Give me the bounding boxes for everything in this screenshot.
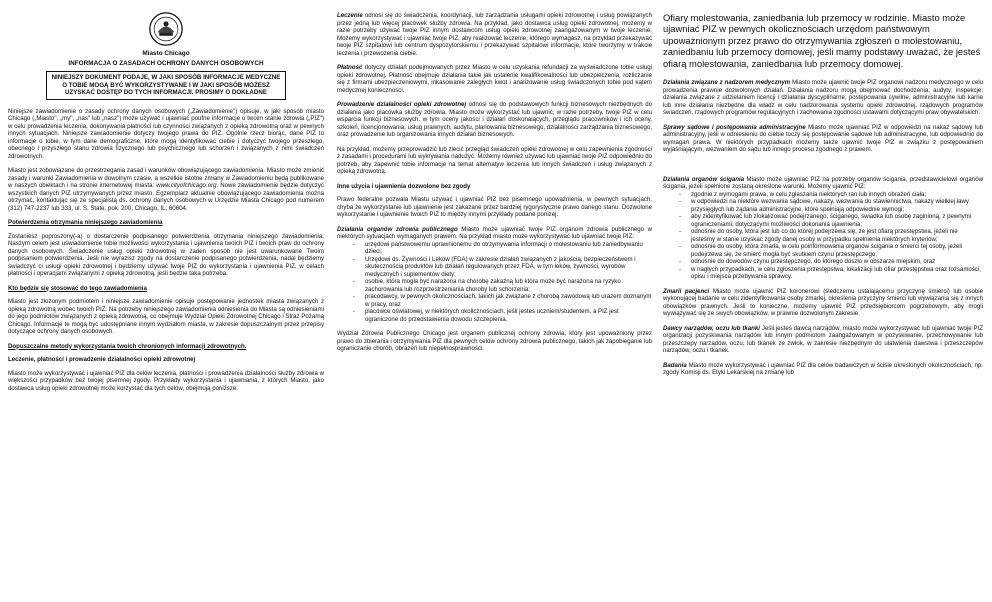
example-paragraph: Na przykład, możemy przeprowadzić lub zlecić przegląd świadczeń opieki zdrowotnej w celu zapewnienia zgodności z zasadami i procedurami lub wykrywania nadużyć. Możemy również używać lub ujawniać twoje PIZ odpowiednio do potrzeb, aby zapewnić tobie informacje na temat alternatyw leczenia lub innych świadczeń i usług związanych z opieką zdrowotną. (337, 145, 652, 175)
column-middle (337, 12, 652, 360)
deceased-paragraph: Zmarli pacjenci Miasto może ujawnić PIZ koronerowi (śledczemu ustalającemu przyczynę śmierci) lub osobie wykonującej badanie w celu zidentyfikowania osoby zmarłej, określenia przyczyny śmierci lub wywiązania się z innych obowiązków prawnych. Jeśli to konieczne, możemy ujawnić PIZ przedsiębiorcom pogrzebowym, aby mogli wywiązywać się ze swych obowiązków, w prawnie dozwolonym zakresie. (663, 287, 983, 318)
judicial-paragraph: Sprawy sądowe i postępowania administracyjne Miasto może ujawniać PIZ w odpowiedzi na nakaz sądowy lub administracyjny, jeśli w odniesieniu do ciebie toczy się postępowanie sądowe lub administracyjne, lub odpowiednio do wymagań prawa. W niektórych przypadkach możemy także ujawnić twoje PIZ w związku z postępowaniem wyjaśniającym, wezwaniem do sądu lub innego procesu zgodnego z prawem. (663, 123, 983, 154)
treatment-payment-paragraph: Miasto może wykorzystywać i ujawniać PIZ dla celów leczenia, płatności i prowadzenia działalności służby zdrowia w większości przypadków bez twojej pisemnej zgody. Przykłady wykorzystania i ujawniania, z których Miasto, jako dostawca usług opieki zdrowotnej może korzystać dla tych celów, obejmują poniższe: (8, 369, 324, 392)
list-item: - Urzędowi ds. Żywności i Leków (FDA) w zakresie działań związanych z jakością, bezpieczeństwem i skutecznością produktów lub działań regulowanych przez FDA, w tym leków, żywności, wyrobów medycznych i suplementów diety; (359, 256, 652, 279)
abuse-victims-paragraph: Ofiary molestowania, zaniedbania lub przemocy w rodzinie. Miasto może ujawniać PIZ w pewnych okolicznościach urzędom państwowym upoważnionym przez prawo do otrzymywania zgłoszeń o molestowaniu, zaniedbaniu lub przemocy domowej, jeśli mamy podstawy uważać, że jesteś ofiarą molestowania, zaniedbania lub przemocy domowej. (663, 12, 981, 69)
operations-paragraph: Prowadzenie działalności opieki zdrowotnej odnosi się do podstawowych funkcji biznesowych niezbędnych do działania jako placówka służby zdrowia. Miasto może wykorzystać lub ujawnić, w razie potrzeby, twoje PIZ w celu wsparcia funkcji biznesowych, w tym oceny jakości i działań doskonalących, przeglądu pracowników i ich oceny, szkoleń, licencjonowania, usług prawnych, audytu, planowania biznesowego, działalności zarządzania biznesowego, oraz prowadzenie lub organizowania innych działań biznesowych. (337, 101, 652, 138)
changes-paragraph: Miasto jest zobowiązane do przestrzegania zasad i warunków obowiązującego zawiadomienia. Miasto może zmienić zasady i warunki Zawiadomienia w dowolnym czasie, a wszelkie istotne zmiany w Zawiadomieniu będą publikowane w naszych obiektach i na stronie internetowej miasta: www.cityofchicago.org. Nowe zawiadomienie będzie dotyczyć wszystkich danych PIZ utrzymywanych przez miasto. Egzemplarz aktualnie obowiązującego zawiadomienia można otrzymać, kontaktując się ze specjalistą ds. ochrony danych osobowych w Urzędzie Miasta Chicago pod numerem (312) 747-2237 lub 333, ul. S. State, pok. 200, Chicago, IL, 60604. (8, 167, 324, 212)
acknowledgement-paragraph: Zostaniesz poproszony(-a) o dostarczenie podpisanego potwierdzenia otrzymania niniejszego zawiadomienia. Naszym celem jest uświadomienie tobie możliwości wykorzystania i ujawnienia twoich PIZ i twoich praw do ochrony danych osobowych. Świadczenie usług opieki zdrowotnej w żaden sposób nie jest uwarunkowane Twoim podpisaniem potwierdzenia. Jeśli nie wyrazisz zgody na dostarczenie podpisanego potwierdzenia, nadal będziemy świadczyć ci usługi opieki zdrowotnej i będziemy używać twoje PIZ do wykorzystania i ujawnienia PIZ, w celach płatności i operacjami związanymi z opieką zdrowotną, jeśli będzie taka potrzeba. (8, 232, 324, 277)
section-heading-other-uses: Inne użycia i ujawnienia dozwolone bez zgody (337, 182, 471, 190)
list-item: - aby zidentyfikować lub zlokalizować podejrzanego, ściganego, świadka lub osobę zaginioną, z pewnymi ograniczeniami, dotyczącymi możliwości dokonania ujawnienia; (685, 213, 983, 228)
list-item: - urzędowi państwowemu uprawnionemu do otrzymywania informacji o molestowaniu lub zaniedbywaniu dzieci; (359, 241, 652, 256)
list-item: - w odpowiedzi na niektóre wezwania sądowe, nakazy, wezwania do stawiennictwa, nakazy wielkiej ławy przysięgłych lub żądania administracyjne, które spełniają odpowiednie wymogi; (685, 198, 983, 213)
column-left (8, 12, 324, 399)
column-right (663, 12, 983, 384)
notice-title: INFORMACJA O ZASADACH OCHRONY DANYCH OSOBOWYCH (68, 60, 264, 67)
list-item: - osobie, która mogła być narażona na chorobę zakaźną lub która może być narażona na ryzyko zachorowania lub rozprzestrzeniania choroby lub schorzenia; (359, 278, 652, 293)
intro-paragraph: Niniejsze zawiadomienie o zasady ochrony danych osobowych („Zawiadomienie") opisuje, w jaki sposób miasto Chicago („Miasto", „my", „nas" lub „nasz") może używać i ujawniać poufne informacje o twoim stanie zdrowia („PIZ") w celu prowadzenia leczenia, dokonywania płatności lub czynności związanych z opieką zdrowotną oraz w pewnych innych sytuacjach. Niniejsze zawiadomienie dotyczy twojego prawa do PIZ. Ogólnie rzecz biorąc, dane PIZ to informacje o tobie, w tym dane demograficzne, które mogą identyfikować ciebie i dotyczyć twojego przeszłego, obecnego i przyszłego stanu zdrowia fizycznego lub psychicznego lub schorzeń i związanych z nimi świadczeń zdrowotnych. (8, 107, 324, 160)
research-paragraph: Badania Miasto może wykorzystywać i ujawniać PIZ dla celów badawczych w ściśle określonych okolicznościach, np. zgody Komisji ds. Etyki Lekarskiej na zmianę lub (663, 361, 983, 377)
law-enforcement-paragraph: Działania organów ścigania Miasto może ujawniać PIZ na potrzeby organów ścigania, przedstawicielowi organów ścigania, jeżeli spełnione zostaną określone warunki. Możemy ujawnić PIZ: (663, 175, 983, 191)
list-item: - w nagłych przypadkach, w celu zgłoszenia przestępstwa, lokalizacji lub ofiar przestępstwa oraz tożsamości, opisu i miejsca przebywania sprawcy. (685, 266, 983, 281)
list-item: - placówce oświatowej, w niektórych okolicznościach, jeśli jesteś uczniem/studentem, a PIZ jest ograniczone do przedstawienia dowodu szczepienia. (359, 308, 652, 323)
who-paragraph: Miasto jest złożonym podmiotem i niniejsze zawiadomienie opisuje postępowanie jednostek miasta związanych z opieką zdrowotną wobec twoich PIZ. Na potrzeby niniejszego zawiadomienia odniesienia do Miasta są odniesieniami do jego podmiotów związanych z opieką zdrowotną, co obejmuje Wydział Opieki Zdrowotnej Chicago i Straż Pożarną Chicago. Informacje te mogą być udostępniane innym wydziałom miasta, w zakresie dopuszczalnym przez przepisy dotyczące ochrony danych osobowych. (8, 298, 324, 335)
city-seal-logo (149, 12, 183, 46)
treatment-paragraph: Leczenie odnosi się do świadczenia, koordynacji, lub zarządzania usługami opieki zdrowotnej i usług powiązanych przez jedną lub więcej placówek służby zdrowia. Na przykład, jako dostawca usług opieki zdrowotnej, możemy w razie potrzeby używać twoje PIZ innym dostawcom usług opieki zdrowotnej zaangażowanym w twoje leczenie. Możemy wykorzystywać i ujawniać twoje PIZ, aby realizować leczenie, którego wymagasz, na przykład przekazywać twoje PIZ szpitalowi lub centrum dyspozytorskiemu i przekazywać szpitalowi informacje, które tworzymy w trakcie leczenia i przewożenia ciebie. (337, 12, 652, 57)
payment-paragraph: Płatność dotyczy działań podejmowanych przez Miasto w celu uzyskania refundacji za wyświadczone tobie usługi opieki zdrowotnej. Płatność obejmuje działania takie jak ustalenie kwalifikowalności lub ubezpieczenia, rozliczanie się z firmami ubezpieczeniowymi, inkasowanie zaległych kwot i analizowanie usług świadczonych tobie pod kątem medycznej konieczności. (337, 64, 652, 94)
list-item: - odnośnie do dowodów czynu przestępczego, do którego doszło w obszarze miejskim, oraz (685, 258, 983, 266)
section-heading-permitted-uses: Dopuszczalne metody wykorzystania twoich chronionych informacji zdrowotnych. (8, 342, 247, 350)
public-health-paragraph: Działania organów zdrowia publicznego Miasto może ujawniać twoje PIZ organom zdrowia publicznego w niektórych sytuacjach wymaganych prawem. Na przykład miasto może wykorzystywać lub ujawniać twoje PIZ: (337, 225, 652, 240)
list-item: - zgodnie z wymogami prawa, w celu zgłaszania niektórych ran lub innych obrażeń ciała; (685, 191, 983, 199)
law-enforcement-list (663, 191, 983, 281)
section-heading-acknowledgement: Potwierdzenia otrzymania niniejszego zawiadomienia (8, 219, 163, 226)
city-website-link[interactable]: www.cityofchicago.org (156, 182, 217, 189)
public-health-list (337, 241, 652, 324)
federal-law-paragraph: Prawo federalne pozwala Miastu używać i ujawniać PIZ bez pisemnego upoważnienia, w pewnych sytuacjach, chyba że wykorzystanie lub ujawnienie jest zakazane przez bardziej rygorystyczne prawo danego stanu. Dozwolone wykorzystanie i ujawnienie twoich PIZ to między innymi przykłady podane poniżej. (337, 196, 652, 218)
oversight-paragraph: Działania związane z nadzorem medycznym Miasto może ujawnić twoje PIZ organowi nadzoru medycznego w celu prowadzenia prawnie dozwolonych działań. Działania nadzoru mogą obejmować dochodzenia; audyty; inspekcje; działania związane z udzielaniem licencji i działania dyscyplinarne; postępowania cywilne, administracyjne lub karne lub inne działania niezbędne dla władz w celu nadzorowania systemu opieki zdrowotnej, rządowych programów świadczeń, rządowych programów regulacyjnych i zachowania zgodności ustawami dotyczącymi praw obywatelskich. (663, 79, 983, 117)
city-name: Miasto Chicago (142, 50, 190, 57)
public-health-dept-paragraph: Wydział Zdrowia Publicznego Chicago jest organem publicznej ochrony zdrowia, który jest upoważniony przez prawo do zbierania i otrzymywania PIZ dla pewnych celów ochrony zdrowia publicznego, takich jak zapobieganie lub ograniczanie chorób, obrażeń lub niepełnosprawności. (337, 330, 652, 352)
section-heading-treatment-payment: Leczenie, płatności i prowadzenie działalności opieki zdrowotnej (8, 356, 196, 363)
list-item: - odnośnie do osoby, która zmarła, w celu poinformowania organów ścigania o śmierci tej osoby, jeżeli podejrzewa się, że śmierć mogła być skutkiem czynu przestępczego; (685, 243, 983, 258)
list-item: - pracodawcy, w pewnych okolicznościach, takich jak związane z chorobą zawodową lub urazem doznanym w pracy, oraz (359, 293, 652, 308)
section-heading-who: Kto będzie się stosować do tego zawiadomienia (8, 284, 147, 292)
donors-paragraph: Dawcy narządów, oczu lub tkanki Jeśli jesteś dawcą narządów, miasto może wykorzystywać lub ujawniać twoje PIZ organizacji pozyskiwania narządów lub innym podmiotom zaangażowanym w pozyskiwanie, przechowywanie lub przeszczepy narządów, oczu, lub tkanek ze zwłok, w zakresie niezbędnym do ułatwienia dawstwa i przeszczepów narządów, oczu i tkanek. (663, 324, 984, 355)
list-item: - odnośnie do osoby, która jest lub co do której podejrzewa się, że jest ofiarą przestępstwa, jeżeli nie jesteśmy w stanie uzyskać zgody danej osoby w przypadku spełnienia niektórych kryteriów; (685, 228, 983, 243)
boxed-notice: NINIEJSZY DOKUMENT PODAJE, W JAKI SPOSÓB INFORMACJE MEDYCZNE O TOBIE MOGĄ BYĆ WYKORZYSTYWANE I W JAKI SPOSÓB MOŻESZ UZYSKAĆ DOSTĘP DO TYCH INFORMACJI. PROSIMY O DOKŁADNE (46, 71, 286, 100)
